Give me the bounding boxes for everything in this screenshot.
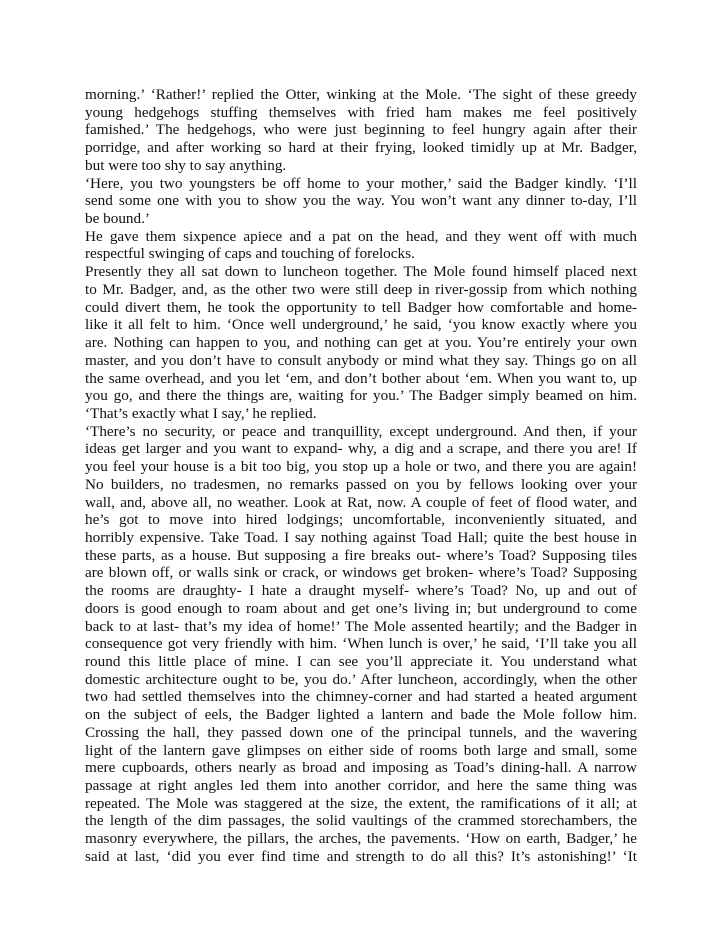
text-line: He gave them sixpence apiece and a pat on the head, and they went off with much	[85, 227, 637, 245]
text-line: send some one with you to show you the way. You won’t want any dinner to-day, I’ll	[85, 192, 637, 210]
paragraph	[85, 423, 637, 866]
text-line: he’s got to move into hired lodgings; uncomfortable, inconveniently situated, and	[85, 511, 637, 529]
text-line: to Mr. Badger, and, as the other two were still deep in river-gossip from which nothing	[85, 280, 637, 298]
text-line: ideas get larger and you want to expand- why, a dig and a scrape, and there you are! If	[85, 440, 637, 458]
text-line: these parts, as a house. But supposing a fire breaks out- where’s Toad? Supposing tiles	[85, 546, 637, 564]
text-line: porridge, and after working so hard at their frying, looked timidly up at Mr. Badger,	[85, 139, 637, 157]
text-line: on the subject of eels, the Badger lighted a lantern and bade the Mole follow him.	[85, 706, 637, 724]
text-line: you feel your house is a bit too big, you stop up a hole or two, and there you are again!	[85, 458, 637, 476]
text-line: wall, and, above all, no weather. Look at Rat, now. A couple of feet of flood water, and	[85, 493, 637, 511]
text-line: the length of the dim passages, the solid vaultings of the crammed storechambers, the	[85, 812, 637, 830]
text-line: like it all felt to him. ‘Once well underground,’ he said, ‘you know exactly where you	[85, 316, 637, 334]
text-line: the rooms are draughty- I hate a draught myself- where’s Toad? No, up and out of	[85, 582, 637, 600]
text-line: but were too shy to say anything.	[85, 156, 287, 174]
text-line: you go, and there the things are, waiting for you.’ The Badger simply beamed on him.	[85, 387, 637, 405]
text-line: Presently they all sat down to luncheon together. The Mole found himself placed next	[85, 263, 637, 281]
document-page	[85, 86, 637, 866]
text-line: ‘Here, you two youngsters be off home to your mother,’ said the Badger kindly. ‘I’ll	[85, 174, 637, 192]
text-line: be bound.’	[85, 210, 150, 228]
text-line: domestic architecture ought to be, you do.’ After luncheon, accordingly, when the other	[85, 670, 637, 688]
paragraph	[85, 175, 637, 228]
text-line: two had settled themselves into the chimney-corner and had started a heated argument	[85, 688, 637, 706]
text-line: respectful swinging of caps and touching of forelocks.	[85, 245, 415, 263]
text-line: ‘There’s no security, or peace and tranquillity, except underground. And then, if your	[85, 422, 637, 440]
text-line: Crossing the hall, they passed down one of the principal tunnels, and the wavering	[85, 723, 637, 741]
text-line: passage at right angles led them into another corridor, and here the same thing was	[85, 777, 637, 795]
text-line: master, and you don’t have to consult anybody or mind what they say. Things go on all	[85, 351, 637, 369]
text-line: famished.’ The hedgehogs, who were just beginning to feel hungry again after their	[85, 121, 637, 139]
text-line: round this little place of mine. I can see you’ll appreciate it. You understand what	[85, 653, 637, 670]
text-line: masonry everywhere, the pillars, the arches, the pavements. ‘How on earth, Badger,’ he	[85, 830, 637, 848]
text-line: young hedgehogs stuffing themselves with fried ham makes me feel positively	[85, 103, 637, 121]
text-line: could divert them, he took the opportunity to tell Badger how comfortable and home-	[85, 298, 637, 316]
text-line: doors is good enough to roam about and get one’s living in; but underground to come	[85, 599, 637, 617]
text-line: ‘That’s exactly what I say,’ he replied.	[85, 404, 317, 422]
text-line: are. Nothing can happen to you, and nothing can get at you. You’re entirely your own	[85, 334, 637, 352]
text-line: repeated. The Mole was staggered at the size, the extent, the ramifications of it all; at	[85, 794, 637, 812]
paragraph	[85, 228, 637, 263]
text-line: No builders, no tradesmen, no remarks passed on you by fellows looking over your	[85, 475, 637, 493]
text-line: light of the lantern gave glimpses on either side of rooms both large and small, some	[85, 741, 637, 759]
text-line: mere cupboards, others nearly as broad and imposing as Toad’s dining-hall. A narrow	[85, 759, 637, 777]
text-line: morning.’ ‘Rather!’ replied the Otter, winking at the Mole. ‘The sight of these greedy	[85, 86, 637, 103]
text-line: are blown off, or walls sink or crack, or windows get broken- where’s Toad? Supposing	[85, 564, 637, 582]
text-line: back to at last- that’s my idea of home!’ The Mole assented heartily; and the Badger in	[85, 617, 637, 635]
text-line: horribly expensive. Take Toad. I say nothing against Toad Hall; quite the best house in	[85, 528, 637, 546]
text-line: consequence got very friendly with him. ‘When lunch is over,’ he said, ‘I’ll take you all	[85, 635, 637, 653]
paragraph	[85, 263, 637, 422]
text-line: the same overhead, and you let ‘em, and don’t bother about ‘em. When you want to, up	[85, 369, 637, 387]
paragraph	[85, 86, 637, 175]
text-line: said at last, ‘did you ever find time and strength to do all this? It’s astonishing!’ ‘It	[85, 847, 637, 865]
